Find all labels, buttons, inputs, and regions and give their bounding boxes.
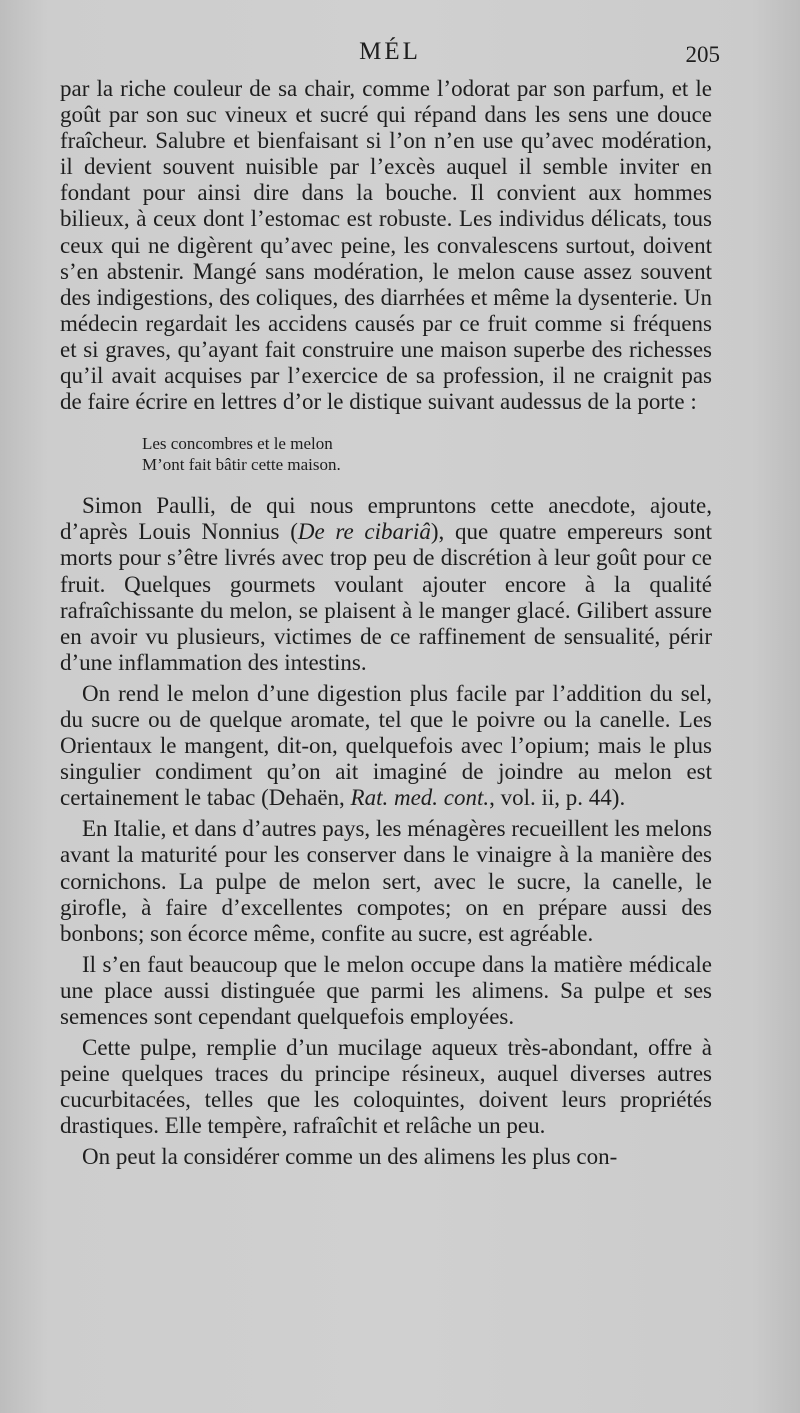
paragraph-2-text-b: ), que quatre empereurs sont morts pour s’être livrés avec trop peu de discrétion à leur goût pour ce fruit. Quelques gourmets voulant ajouter encore à la qualité rafraîchissante du melon, se plaisent à le manger glacé. Gilibert assure en avoir vu plusieurs, victimes de ce raffinement de sensualité, périr d’une inflammation des intestins. <box>60 519 712 675</box>
paragraph-2-title: De re cibariâ <box>297 519 431 545</box>
page-header <box>60 38 720 74</box>
paragraph-3 <box>60 681 712 811</box>
running-head: MÉL <box>359 38 421 65</box>
paragraph-6: Cette pulpe, remplie d’un mucilage aqueux très-abondant, offre à peine quelques traces du principe résineux, auquel diverses autres cucurbitacées, telles que les coloquintes, doivent leurs propriétés drastiques. Elle tempère, rafraîchit et relâche un peu. <box>60 1035 712 1139</box>
paragraph-2-text-a: Simon Paulli, de qui nous empruntons cette anecdote, ajoute, d’après Louis Nonnius ( <box>60 493 712 545</box>
paragraph-3-text-b: , vol. ii, p. 44). <box>489 785 626 811</box>
verse-line-1: Les concombres et le melon <box>142 434 333 454</box>
verse-distich <box>142 433 712 475</box>
paragraph-4: En Italie, et dans d’autres pays, les ménagères recueillent les melons avant la maturité pour les conserver dans le vinaigre à la manière des cornichons. La pulpe de melon sert, avec le sucre, la canelle, le girofle, à faire d’excellentes compotes; on en prépare aussi des bonbons; son écorce même, confite au sucre, est agréable. <box>60 816 712 946</box>
page-number: 205 <box>685 42 720 67</box>
body-text <box>60 76 712 1171</box>
paragraph-2 <box>60 493 712 676</box>
verse-line-2: M’ont fait bâtir cette maison. <box>142 455 341 475</box>
paragraph-3-citation: Rat. med. cont. <box>350 785 490 811</box>
paragraph-7: On peut la considérer comme un des alimens les plus con- <box>82 1144 618 1170</box>
paragraph-1: par la riche couleur de sa chair, comme l’odorat par son parfum, et le goût par son suc vineux et sucré qui répand dans les sens une douce fraîcheur. Salubre et bienfaisant si l’on n’en use qu’avec modération, il devient souvent nuisible par l’excès auquel il semble inviter en fondant pour ainsi dire dans la bouche. Il convient aux hommes bilieux, à ceux dont l’estomac est robuste. Les individus délicats, tous ceux qui ne digèrent qu’avec peine, les convalescens surtout, doivent s’en abstenir. Mangé sans modération, le melon cause assez souvent des indigestions, des coliques, des diarrhées et même la dysenterie. Un médecin regardait les accidens causés par ce fruit comme si fréquens et si graves, qu’ayant fait construire une maison superbe des richesses qu’il avait acquises par l’exercice de sa profession, il ne craignit pas de faire écrire en lettres d’or le distique suivant audessus de la porte : <box>60 76 712 415</box>
paragraph-5: Il s’en faut beaucoup que le melon occupe dans la matière médicale une place aussi distinguée que parmi les alimens. Sa pulpe et ses semences sont cependant quelquefois employées. <box>60 951 712 1029</box>
paragraph-3-text-a: On rend le melon d’une digestion plus facile par l’addition du sel, du sucre ou de quelque aromate, tel que le poivre ou la canelle. Les Orientaux le mangent, dit-on, quelquefois avec l’opium; mais le plus singulier condiment qu’on ait imaginé de joindre au melon est certainement le tabac (Dehaën, <box>60 680 712 811</box>
